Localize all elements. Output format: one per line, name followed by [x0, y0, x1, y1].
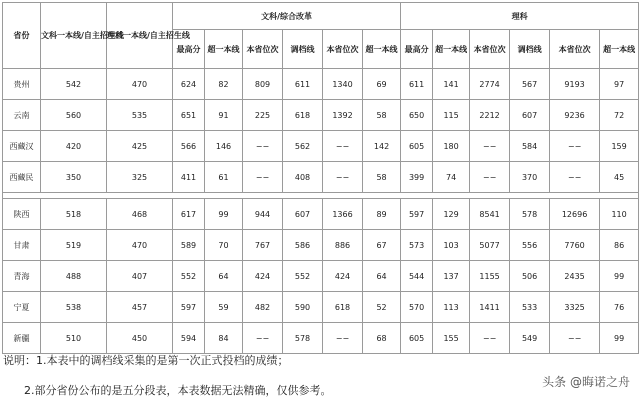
- score-cell: 578: [283, 323, 323, 354]
- score-cell: 420: [41, 131, 107, 162]
- score-cell: 103: [433, 230, 470, 261]
- score-cell: 590: [283, 292, 323, 323]
- table-row: [3, 162, 639, 193]
- score-cell: 450: [107, 323, 173, 354]
- table-row: [3, 230, 639, 261]
- province-cell: 贵州: [3, 69, 41, 100]
- score-cell: 115: [433, 100, 470, 131]
- score-cell: 578: [510, 199, 550, 230]
- score-cell: 597: [401, 199, 433, 230]
- score-cell: 886: [323, 230, 363, 261]
- score-cell: 544: [401, 261, 433, 292]
- score-cell: 552: [283, 261, 323, 292]
- score-cell: 519: [41, 230, 107, 261]
- score-cell: 74: [433, 162, 470, 193]
- score-cell: 67: [363, 230, 401, 261]
- score-cell: 605: [401, 131, 433, 162]
- score-cell: 607: [283, 199, 323, 230]
- score-cell: 573: [401, 230, 433, 261]
- score-cell: −−: [470, 162, 510, 193]
- score-cell: 605: [401, 323, 433, 354]
- score-cell: 567: [510, 69, 550, 100]
- score-cell: 61: [205, 162, 243, 193]
- score-cell: 3325: [550, 292, 600, 323]
- score-cell: 607: [510, 100, 550, 131]
- score-cell: 72: [600, 100, 639, 131]
- score-cell: −−: [323, 131, 363, 162]
- subheader-cutoff-rank: 本省位次: [323, 30, 363, 69]
- score-cell: 97: [600, 69, 639, 100]
- score-cell: 1340: [323, 69, 363, 100]
- score-cell: 650: [401, 100, 433, 131]
- score-cell: 99: [600, 261, 639, 292]
- subheader-cutoff-over-line: 超一本线: [600, 30, 639, 69]
- score-cell: 129: [433, 199, 470, 230]
- score-cell: 8541: [470, 199, 510, 230]
- score-cell: 2774: [470, 69, 510, 100]
- score-cell: 99: [205, 199, 243, 230]
- score-cell: 560: [41, 100, 107, 131]
- score-cell: 58: [363, 100, 401, 131]
- score-cell: 64: [363, 261, 401, 292]
- score-cell: 225: [243, 100, 283, 131]
- score-cell: −−: [243, 323, 283, 354]
- subheader-max-score: 最高分: [173, 30, 205, 69]
- subheader-over-line: 超一本线: [433, 30, 470, 69]
- subheader-cutoff-over-line: 超一本线: [363, 30, 401, 69]
- score-cell: 76: [600, 292, 639, 323]
- score-cell: 370: [510, 162, 550, 193]
- score-cell: 89: [363, 199, 401, 230]
- score-cell: 570: [401, 292, 433, 323]
- score-cell: 488: [41, 261, 107, 292]
- score-cell: 611: [401, 69, 433, 100]
- score-cell: 597: [173, 292, 205, 323]
- score-cell: 809: [243, 69, 283, 100]
- table-row: [3, 100, 639, 131]
- score-cell: 68: [363, 323, 401, 354]
- score-cell: −−: [243, 162, 283, 193]
- score-cell: 7760: [550, 230, 600, 261]
- province-cell: 新疆: [3, 323, 41, 354]
- header-wen-group: 文科/综合改革: [173, 3, 401, 30]
- score-cell: 99: [600, 323, 639, 354]
- score-cell: 58: [363, 162, 401, 193]
- table-body-top: [3, 69, 639, 193]
- header-province: 省份: [3, 3, 41, 69]
- score-cell: 651: [173, 100, 205, 131]
- table-row: [3, 131, 639, 162]
- score-cell: 407: [107, 261, 173, 292]
- header-li-group: 理科: [401, 3, 639, 30]
- score-cell: 155: [433, 323, 470, 354]
- score-cell: 180: [433, 131, 470, 162]
- score-cell: 470: [107, 230, 173, 261]
- score-cell: 424: [243, 261, 283, 292]
- subheader-over-line: 超一本线: [205, 30, 243, 69]
- score-cell: 91: [205, 100, 243, 131]
- score-cell: 69: [363, 69, 401, 100]
- table-row: [3, 69, 639, 100]
- score-cell: 767: [243, 230, 283, 261]
- score-cell: 538: [41, 292, 107, 323]
- score-cell: −−: [550, 162, 600, 193]
- note-line-1: 说明：1.本表中的调档线采集的是第一次正式投档的成绩；: [3, 354, 289, 367]
- score-cell: 350: [41, 162, 107, 193]
- score-cell: 542: [41, 69, 107, 100]
- score-cell: 533: [510, 292, 550, 323]
- province-cell: 宁夏: [3, 292, 41, 323]
- score-cell: 482: [243, 292, 283, 323]
- score-cell: −−: [470, 131, 510, 162]
- score-cell: 12696: [550, 199, 600, 230]
- province-cell: 青海: [3, 261, 41, 292]
- score-cell: −−: [323, 162, 363, 193]
- score-cell: 586: [283, 230, 323, 261]
- score-cell: 86: [600, 230, 639, 261]
- score-cell: 1366: [323, 199, 363, 230]
- province-cell: 云南: [3, 100, 41, 131]
- score-cell: 618: [323, 292, 363, 323]
- subheader-cutoff: 调档线: [510, 30, 550, 69]
- score-cell: 518: [41, 199, 107, 230]
- score-cell: 566: [173, 131, 205, 162]
- score-cell: 9193: [550, 69, 600, 100]
- score-cell: −−: [550, 323, 600, 354]
- subheader-cutoff-rank: 本省位次: [550, 30, 600, 69]
- table-row: [3, 261, 639, 292]
- score-cell: 52: [363, 292, 401, 323]
- score-cell: 562: [283, 131, 323, 162]
- score-cell: 506: [510, 261, 550, 292]
- score-cell: 325: [107, 162, 173, 193]
- score-cell: 70: [205, 230, 243, 261]
- table-body-bottom: [3, 199, 639, 354]
- score-cell: 146: [205, 131, 243, 162]
- table-row: [3, 323, 639, 354]
- score-cell: 1392: [323, 100, 363, 131]
- score-cell: −−: [243, 131, 283, 162]
- score-cell: 9236: [550, 100, 600, 131]
- score-cell: −−: [550, 131, 600, 162]
- subheader-rank: 本省位次: [243, 30, 283, 69]
- score-cell: 425: [107, 131, 173, 162]
- subheader-cutoff: 调档线: [283, 30, 323, 69]
- score-cell: 589: [173, 230, 205, 261]
- score-cell: 510: [41, 323, 107, 354]
- score-cell: 549: [510, 323, 550, 354]
- score-cell: 594: [173, 323, 205, 354]
- score-cell: 113: [433, 292, 470, 323]
- score-cell: −−: [470, 323, 510, 354]
- score-cell: 141: [433, 69, 470, 100]
- score-cell: 468: [107, 199, 173, 230]
- score-cell: 457: [107, 292, 173, 323]
- score-cell: −−: [323, 323, 363, 354]
- subheader-max-score: 最高分: [401, 30, 433, 69]
- score-cell: 424: [323, 261, 363, 292]
- score-cell: 611: [283, 69, 323, 100]
- table-row: [3, 199, 639, 230]
- score-cell: 110: [600, 199, 639, 230]
- score-cell: 535: [107, 100, 173, 131]
- score-cell: 2212: [470, 100, 510, 131]
- province-cell: 陕西: [3, 199, 41, 230]
- header-li-line: 理科一本线/自主招生线: [107, 3, 173, 69]
- admission-score-table: [2, 2, 639, 354]
- province-cell: 西藏民: [3, 162, 41, 193]
- province-cell: 甘肃: [3, 230, 41, 261]
- score-cell: 584: [510, 131, 550, 162]
- score-cell: 1411: [470, 292, 510, 323]
- score-cell: 617: [173, 199, 205, 230]
- score-cell: 59: [205, 292, 243, 323]
- score-cell: 470: [107, 69, 173, 100]
- score-cell: 159: [600, 131, 639, 162]
- subheader-rank: 本省位次: [470, 30, 510, 69]
- province-cell: 西藏汉: [3, 131, 41, 162]
- score-cell: 1155: [470, 261, 510, 292]
- source-watermark: 头条 @晦诺之舟: [542, 375, 630, 389]
- score-cell: 142: [363, 131, 401, 162]
- header-wen-line: 文科一本线/自主招生线: [41, 3, 107, 69]
- table-row: [3, 292, 639, 323]
- score-cell: 82: [205, 69, 243, 100]
- score-cell: 45: [600, 162, 639, 193]
- score-cell: 399: [401, 162, 433, 193]
- note-line-2: 2.部分省份公布的是五分段表，本表数据无法精确，仅供参考。: [24, 384, 332, 397]
- score-cell: 84: [205, 323, 243, 354]
- score-cell: 411: [173, 162, 205, 193]
- score-cell: 624: [173, 69, 205, 100]
- score-cell: 552: [173, 261, 205, 292]
- score-cell: 556: [510, 230, 550, 261]
- score-cell: 618: [283, 100, 323, 131]
- score-cell: 5077: [470, 230, 510, 261]
- score-cell: 64: [205, 261, 243, 292]
- score-cell: 408: [283, 162, 323, 193]
- score-cell: 944: [243, 199, 283, 230]
- score-cell: 2435: [550, 261, 600, 292]
- score-cell: 137: [433, 261, 470, 292]
